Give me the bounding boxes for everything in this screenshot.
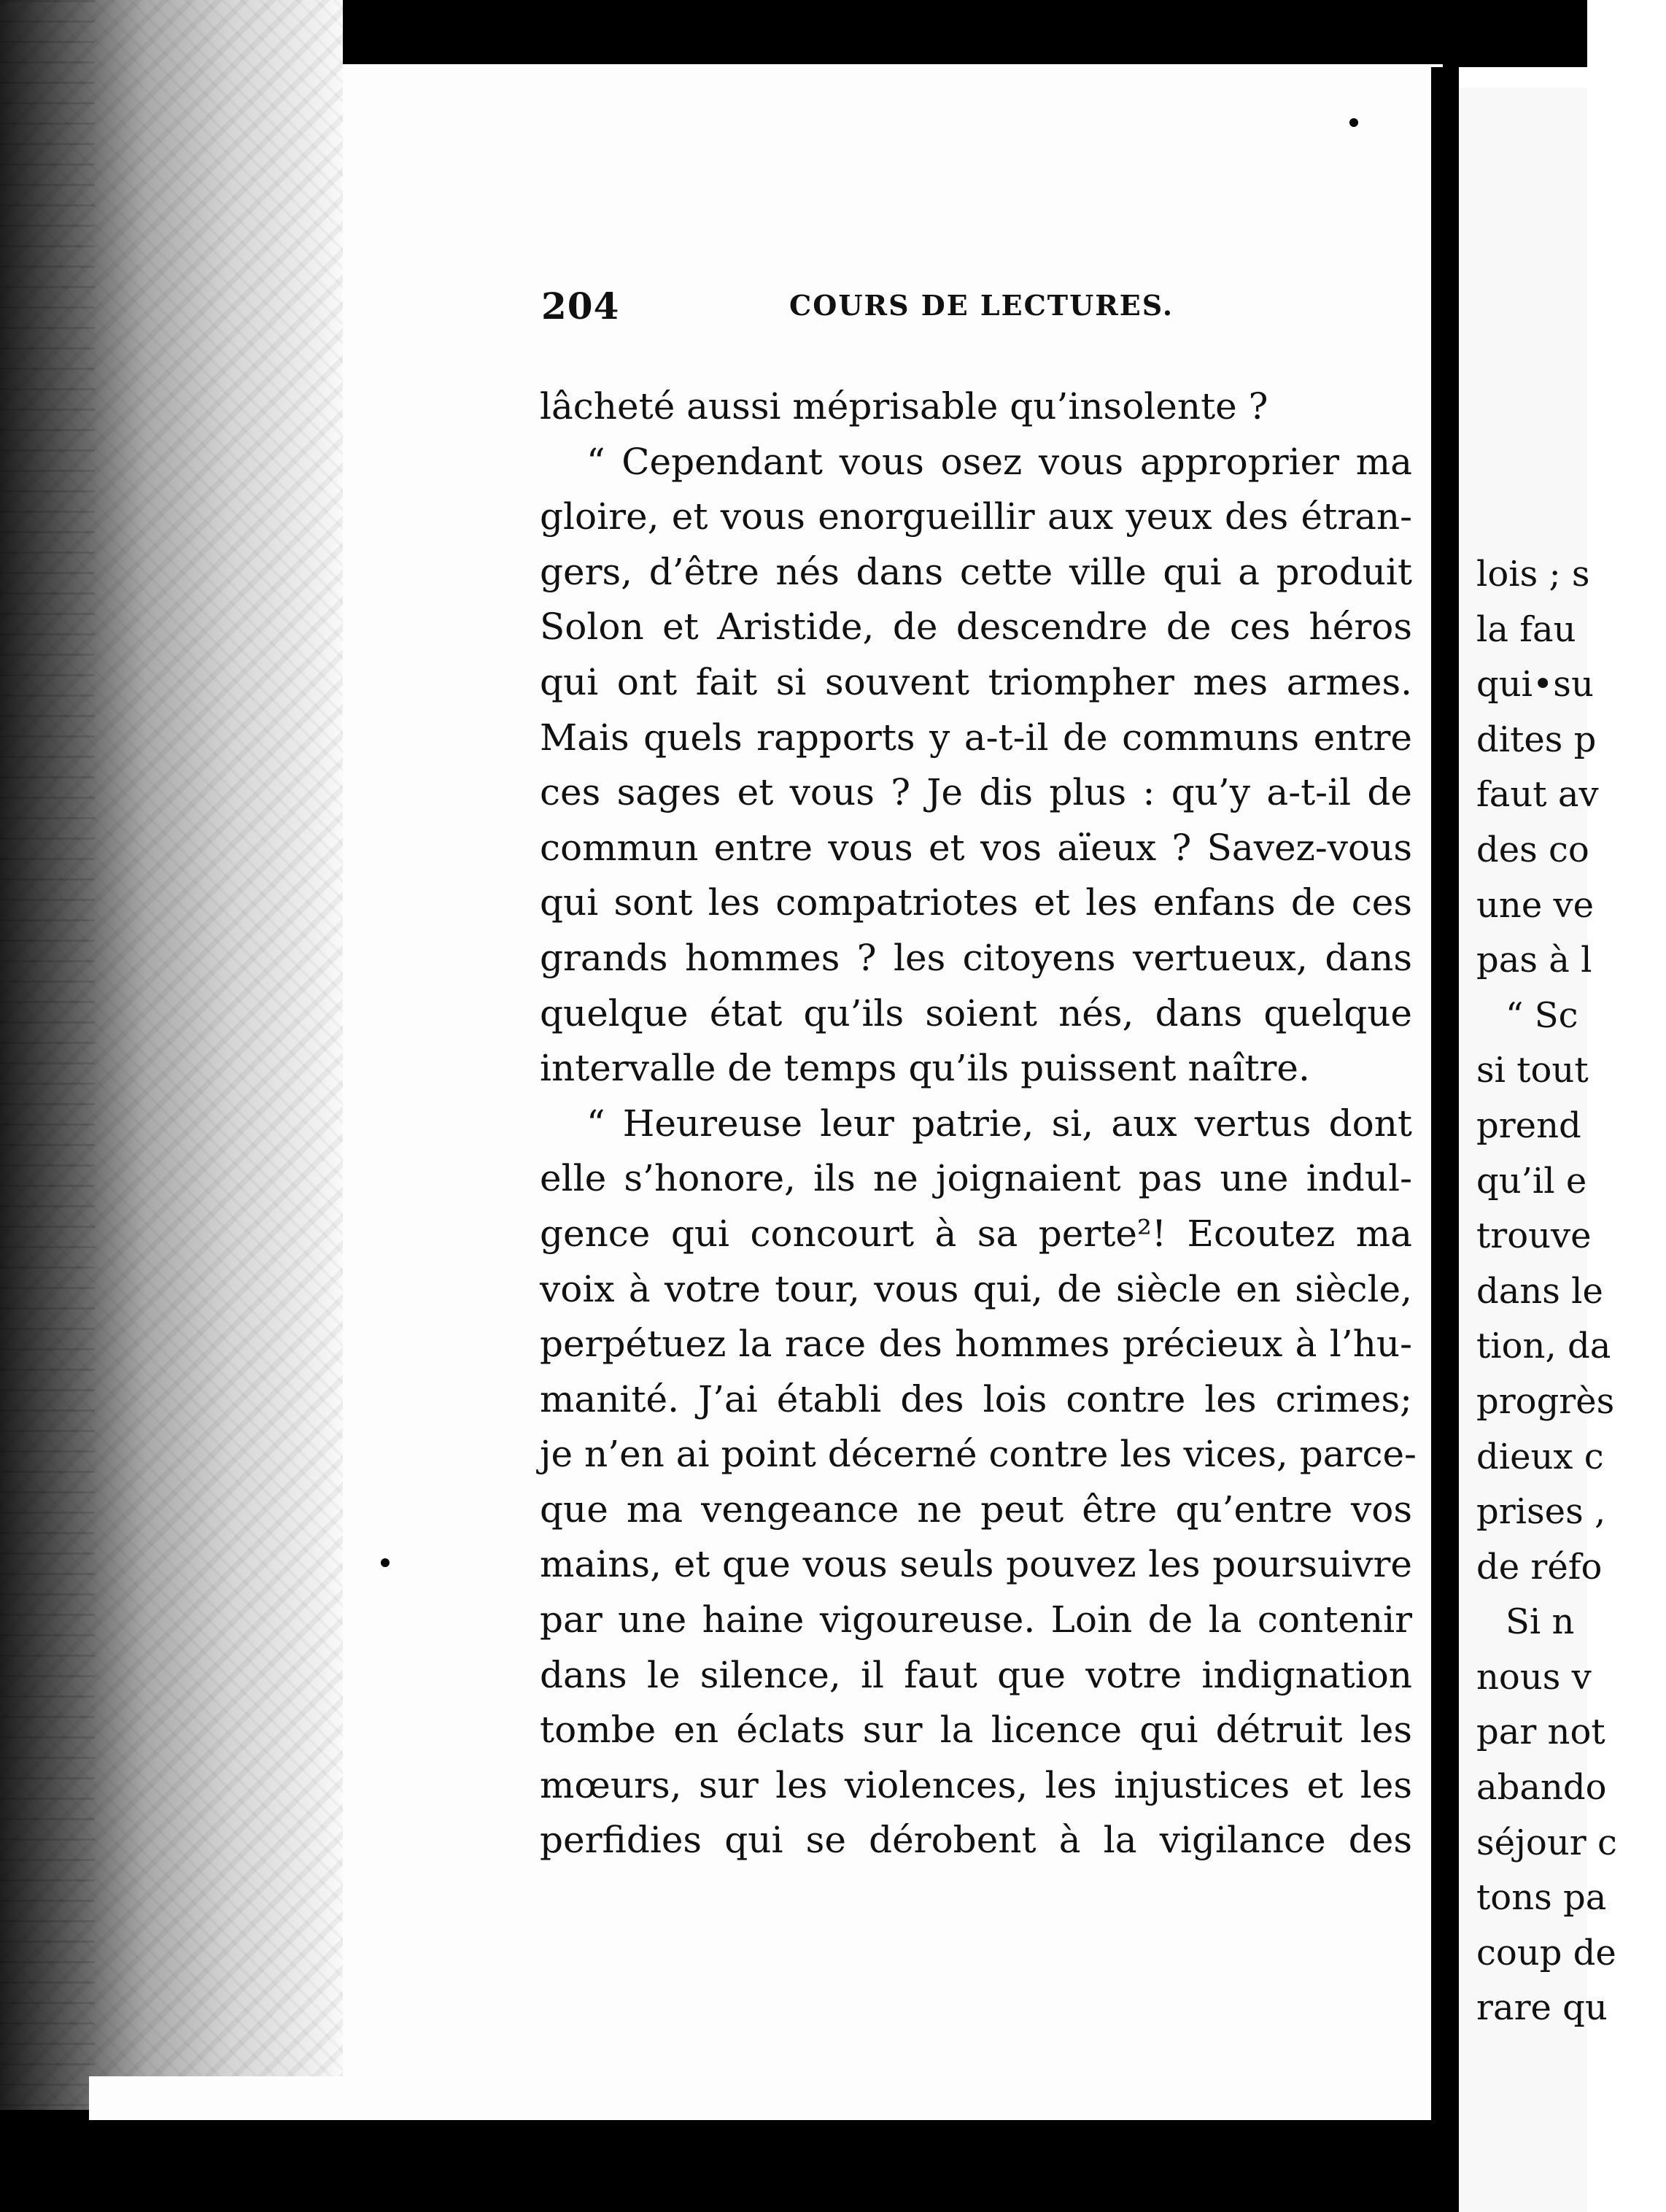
running-head	[541, 285, 1402, 328]
facing-text-line: prises ,	[1476, 1491, 1606, 1533]
running-title: COURS DE LECTURES.	[789, 289, 1174, 322]
facing-text-line: dites p	[1476, 719, 1597, 760]
text-line: Solon et Aristide, de descendre de ces héros	[540, 606, 1412, 649]
facing-text-line: des co	[1476, 829, 1589, 870]
facing-text-line: séjour c	[1476, 1822, 1617, 1863]
page-bottom-edge	[89, 2076, 1431, 2120]
text-line: gers, d’être nés dans cette ville qui a produit	[540, 550, 1412, 593]
page-gutter	[1431, 67, 1459, 2212]
facing-text-line: de réfo	[1476, 1546, 1603, 1588]
margin-mark	[1349, 118, 1358, 127]
facing-text-line: coup de	[1476, 1932, 1616, 1973]
text-line: ces sages et vous ? Je dis plus : qu’y a-t-il de	[540, 771, 1412, 814]
facing-text-line: lois ; s	[1476, 554, 1590, 595]
text-line: perpétuez la race des hommes précieux à l’hu-	[540, 1323, 1412, 1366]
facing-text-line: dieux c	[1476, 1436, 1604, 1477]
facing-text-line: prend	[1476, 1105, 1581, 1146]
text-line: perfidies qui se dérobent à la vigilance des	[540, 1819, 1412, 1862]
text-line: mains, et que vous seuls pouvez les poursuivre	[540, 1543, 1412, 1586]
facing-text-line: rare qu	[1476, 1987, 1608, 2029]
facing-text-line: dans le	[1476, 1270, 1603, 1312]
text-line: que ma vengeance ne peut être qu’entre vos	[540, 1488, 1412, 1531]
facing-text-line: progrès	[1476, 1380, 1615, 1422]
facing-text-line: “ Sc	[1506, 994, 1578, 1036]
text-line: qui ont fait si souvent triompher mes armes.	[540, 660, 1412, 703]
facing-text-line: tons pa	[1476, 1877, 1607, 1919]
text-line: qui sont les compatriotes et les enfans de ces	[540, 881, 1412, 924]
facing-text-line: une ve	[1476, 884, 1595, 926]
text-line: commun entre vous et vos aïeux ? Savez-vous	[540, 826, 1412, 869]
facing-text-line: par not	[1476, 1712, 1605, 1753]
text-line: Mais quels rapports y a-t-il de communs entre	[540, 716, 1412, 759]
text-line: par une haine vigoureuse. Loin de la contenir	[540, 1598, 1412, 1641]
facing-text-line: nous v	[1476, 1656, 1592, 1698]
facing-text-line: la fau	[1476, 608, 1576, 650]
facing-text-line: qui•su	[1476, 664, 1594, 705]
text-line: dans le silence, il faut que votre indignation	[540, 1653, 1412, 1696]
text-line: mœurs, sur les violences, les injustices et les	[540, 1763, 1412, 1806]
facing-text-line: Si n	[1506, 1601, 1575, 1643]
text-line: quelque état qu’ils soient nés, dans quelque	[540, 991, 1412, 1035]
text-line: lâcheté aussi méprisable qu’insolente ?	[540, 385, 1268, 428]
facing-text-line: tion, da	[1476, 1326, 1611, 1367]
text-line: grands hommes ? les citoyens vertueux, dans	[540, 936, 1412, 979]
facing-text-line: qu’il e	[1476, 1160, 1587, 1202]
facing-text-line: trouve	[1476, 1215, 1592, 1257]
facing-page-text	[1476, 547, 1666, 2036]
facing-text-line: abando	[1476, 1767, 1607, 1809]
body-text	[540, 379, 1417, 1868]
facing-page	[1459, 88, 1617, 2212]
text-line: “ Cependant vous osez vous approprier ma	[586, 440, 1412, 483]
text-line: gloire, et vous enorgueillir aux yeux des étran-	[540, 495, 1412, 538]
facing-text-line: si tout	[1476, 1050, 1589, 1091]
page-edge-texture	[0, 0, 343, 2212]
facing-text-line: faut av	[1476, 774, 1599, 816]
text-line: tombe en éclats sur la licence qui détruit les	[540, 1709, 1412, 1752]
text-line: intervalle de temps qu’ils puissent naître.	[540, 1047, 1310, 1090]
text-line: elle s’honore, ils ne joignaient pas une indul-	[540, 1157, 1412, 1200]
text-line: je n’en ai point décerné contre les vices, parce-	[540, 1433, 1417, 1476]
margin-mark	[381, 1558, 390, 1567]
text-line: voix à votre tour, vous qui, de siècle en siècle,	[540, 1267, 1412, 1310]
text-line: gence qui concourt à sa perte²! Ecoutez ma	[540, 1212, 1412, 1255]
text-line: manité. J’ai établi des lois contre les crimes;	[540, 1377, 1412, 1420]
facing-text-line: pas à l	[1476, 940, 1592, 981]
page-number: 204	[541, 285, 620, 328]
text-line: “ Heureuse leur patrie, si, aux vertus dont	[586, 1102, 1412, 1145]
scan-bottom-border	[0, 2110, 1431, 2212]
